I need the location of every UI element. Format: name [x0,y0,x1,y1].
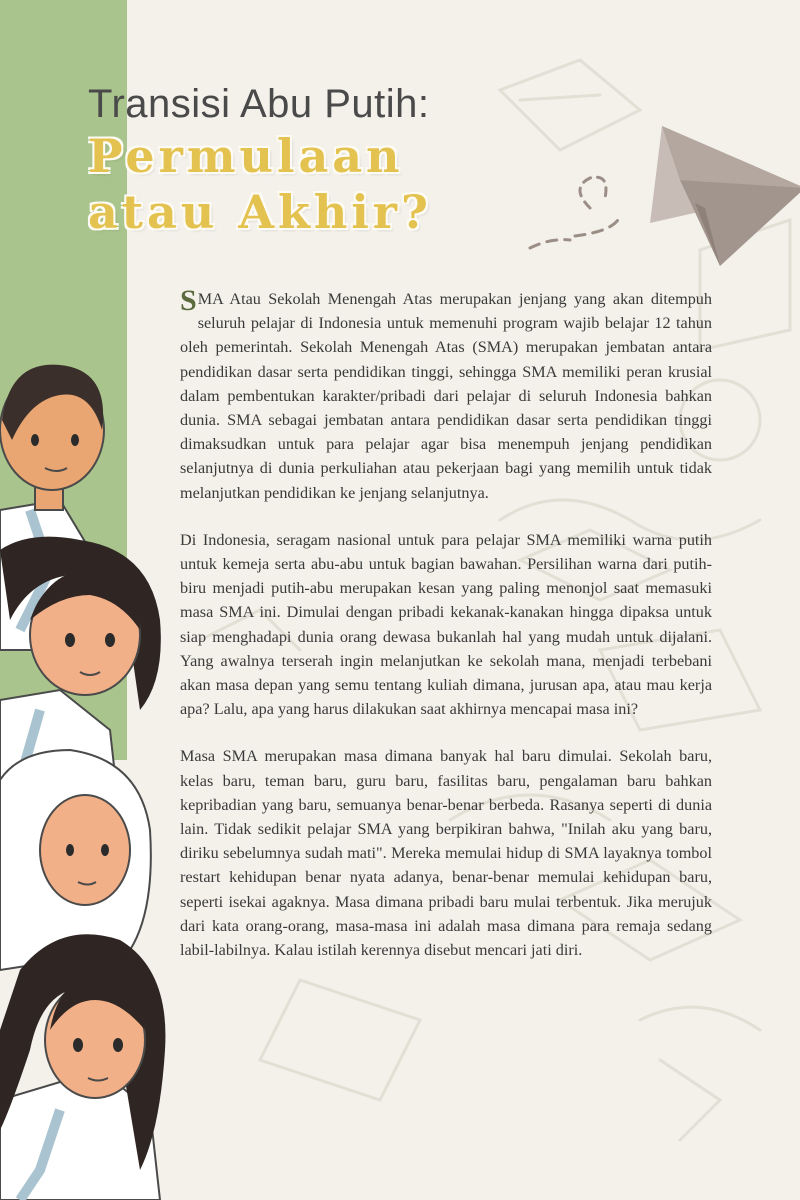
paragraph-1 [180,284,712,505]
title-block [88,80,528,240]
drop-cap: S [180,284,197,317]
title-line-2a: Permulaan [88,129,404,183]
paper-plane-icon [520,118,800,268]
paragraph-1-text: MA Atau Sekolah Menengah Atas merupakan jenjang yang akan ditempuh seluruh pelajar di Indonesia untuk memenuhi program wajib belajar 12 tahun oleh pemerintah. Sekolah Menengah Atas (SMA) merupakan jembatan antara pendidikan dasar serta pendidikan tinggi, sehingga SMA memiliki peran krusial dalam pembentukan karakter/pribadi dari pelajar di seluruh Indonesia bahkan dunia. SMA sebagai jembatan antara pendidikan dasar serta pendidikan tinggi dimaksudkan untuk para pelajar agar bisa menempuh jenjang pendidikan selanjutnya di dunia perkuliahan atau pekerjaan bagi yang memilih untuk tidak melanjutkan pendidikan ke jenjang selanjutnya. [180,290,712,502]
title-line-1: Transisi Abu Putih: [88,82,430,126]
title-line-2b: atau Akhir? [88,185,432,239]
article-body [180,284,712,985]
students-illustration [0,350,175,1200]
student-girl-2 [0,934,165,1200]
paragraph-2: Di Indonesia, seragam nasional untuk para pelajar SMA memiliki warna putih untuk kemeja serta abu-abu untuk bagian bawahan. Persilihan warna dari putih-biru menjadi putih-abu merupakan kesan yang paling menonjol saat memasuki masa SMA ini. Dimulai dengan pribadi kekanak-kanakan hingga dipaksa untuk siap menghadapi dunia orang dewasa bukanlah hal yang mudah untuk dijalani. Yang awalnya terserah ingin melanjutkan ke sekolah mana, menjadi terbebani akan masa depan yang semu tentang kuliah dimana, jurusan apa, atau mau kerja apa? Lalu, apa yang harus dilakukan saat akhirnya mencapai masa ini? [180,530,712,719]
paragraph-3: Masa SMA merupakan masa dimana banyak hal baru dimulai. Sekolah baru, kelas baru, teman baru, guru baru, fasilitas baru, pengalaman baru bahkan kepribadian yang baru, semuanya benar-benar berbeda. Rasanya seperti di dunia lain. Tidak sedikit pelajar SMA yang berpikiran bahwa, "Inilah aku yang baru, diriku sebelumnya sudah mati". Mereka memulai hidup di SMA layaknya tombol restart kehidupan benar nyata adanya, benar-benar memulai kehidupan baru, seperti isekai agaknya. Masa dimana pribadi baru mulai terbentuk. Jika merujuk dari kata orang-orang, masa-masa ini adalah masa dimana para remaja sedang labil-labilnya. Kalau istilah kerennya disebut mencari jati diri. [180,747,712,960]
